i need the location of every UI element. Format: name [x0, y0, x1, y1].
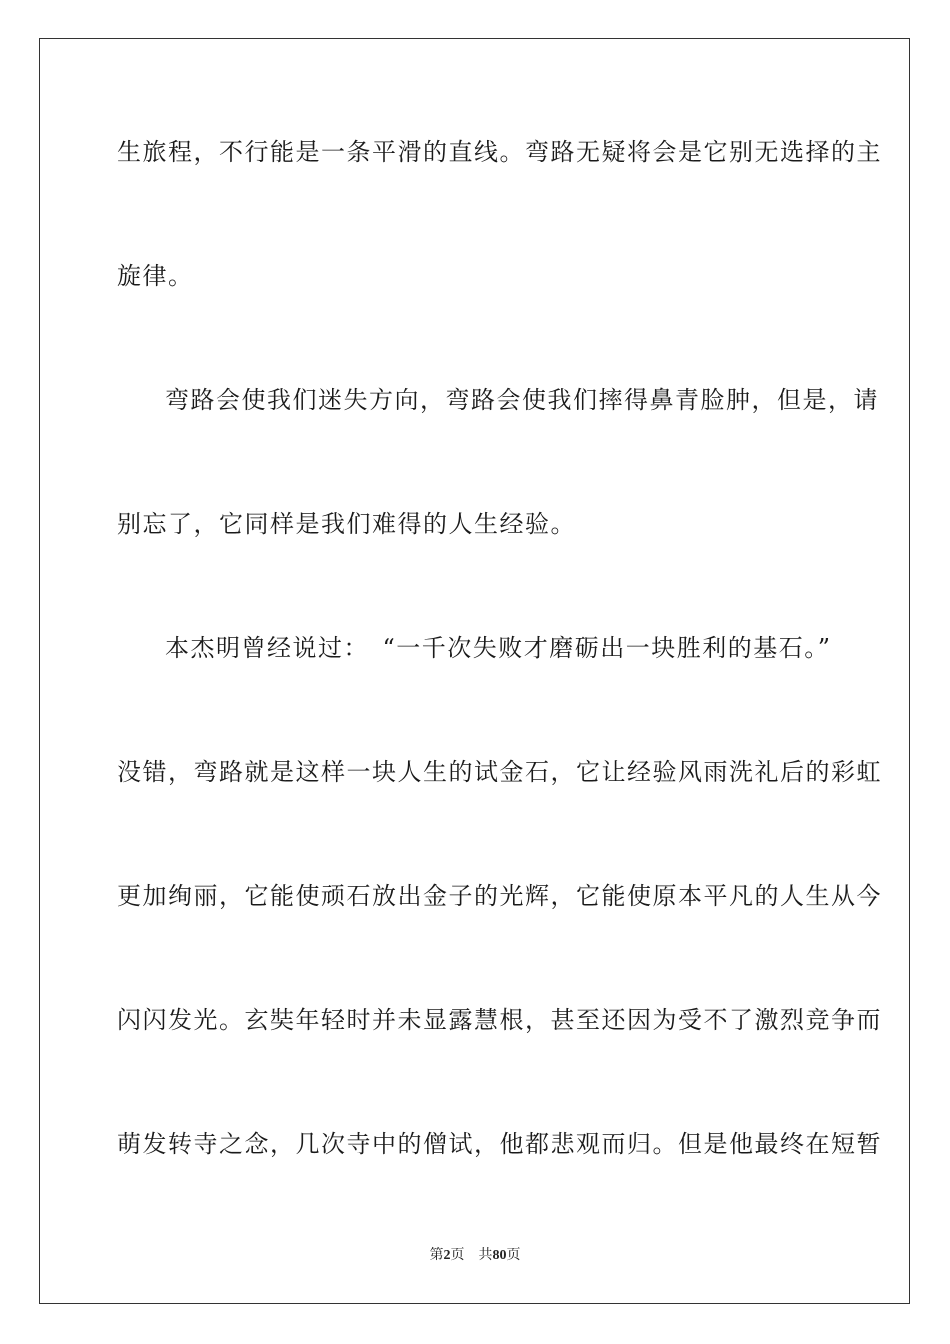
paragraph-line: 萌发转寺之念，几次寺中的僧试，他都悲观而归。但是他最终在短暂 [117, 1130, 882, 1158]
paragraph-line: 闪闪发光。玄奘年轻时并未显露慧根，甚至还因为受不了激烈竞争而 [117, 1006, 882, 1034]
page-border [39, 38, 910, 1304]
page-suffix: 页 [450, 1248, 465, 1263]
page-prefix: 第 [429, 1248, 444, 1263]
paragraph-line: 生旅程，不行能是一条平滑的直线。弯路无疑将会是它别无选择的主 [117, 138, 882, 166]
page-number: 2 [443, 1248, 451, 1263]
page-footer [0, 1247, 950, 1265]
total-prefix: 共 [478, 1248, 493, 1263]
paragraph-line: 本杰明曾经说过： “一千次失败才磨砺出一块胜利的基石。” [165, 634, 832, 662]
paragraph-line: 弯路会使我们迷失方向，弯路会使我们摔得鼻青脸肿，但是，请 [165, 386, 879, 414]
paragraph-line: 没错，弯路就是这样一块人生的试金石，它让经验风雨洗礼后的彩虹 [117, 758, 882, 786]
paragraph-line: 旋律。 [117, 262, 194, 290]
total-suffix: 页 [506, 1248, 521, 1263]
total-pages: 80 [492, 1248, 507, 1263]
paragraph-line: 更加绚丽，它能使顽石放出金子的光辉，它能使原本平凡的人生从今 [117, 882, 882, 910]
paragraph-line: 别忘了，它同样是我们难得的人生经验。 [117, 510, 576, 538]
